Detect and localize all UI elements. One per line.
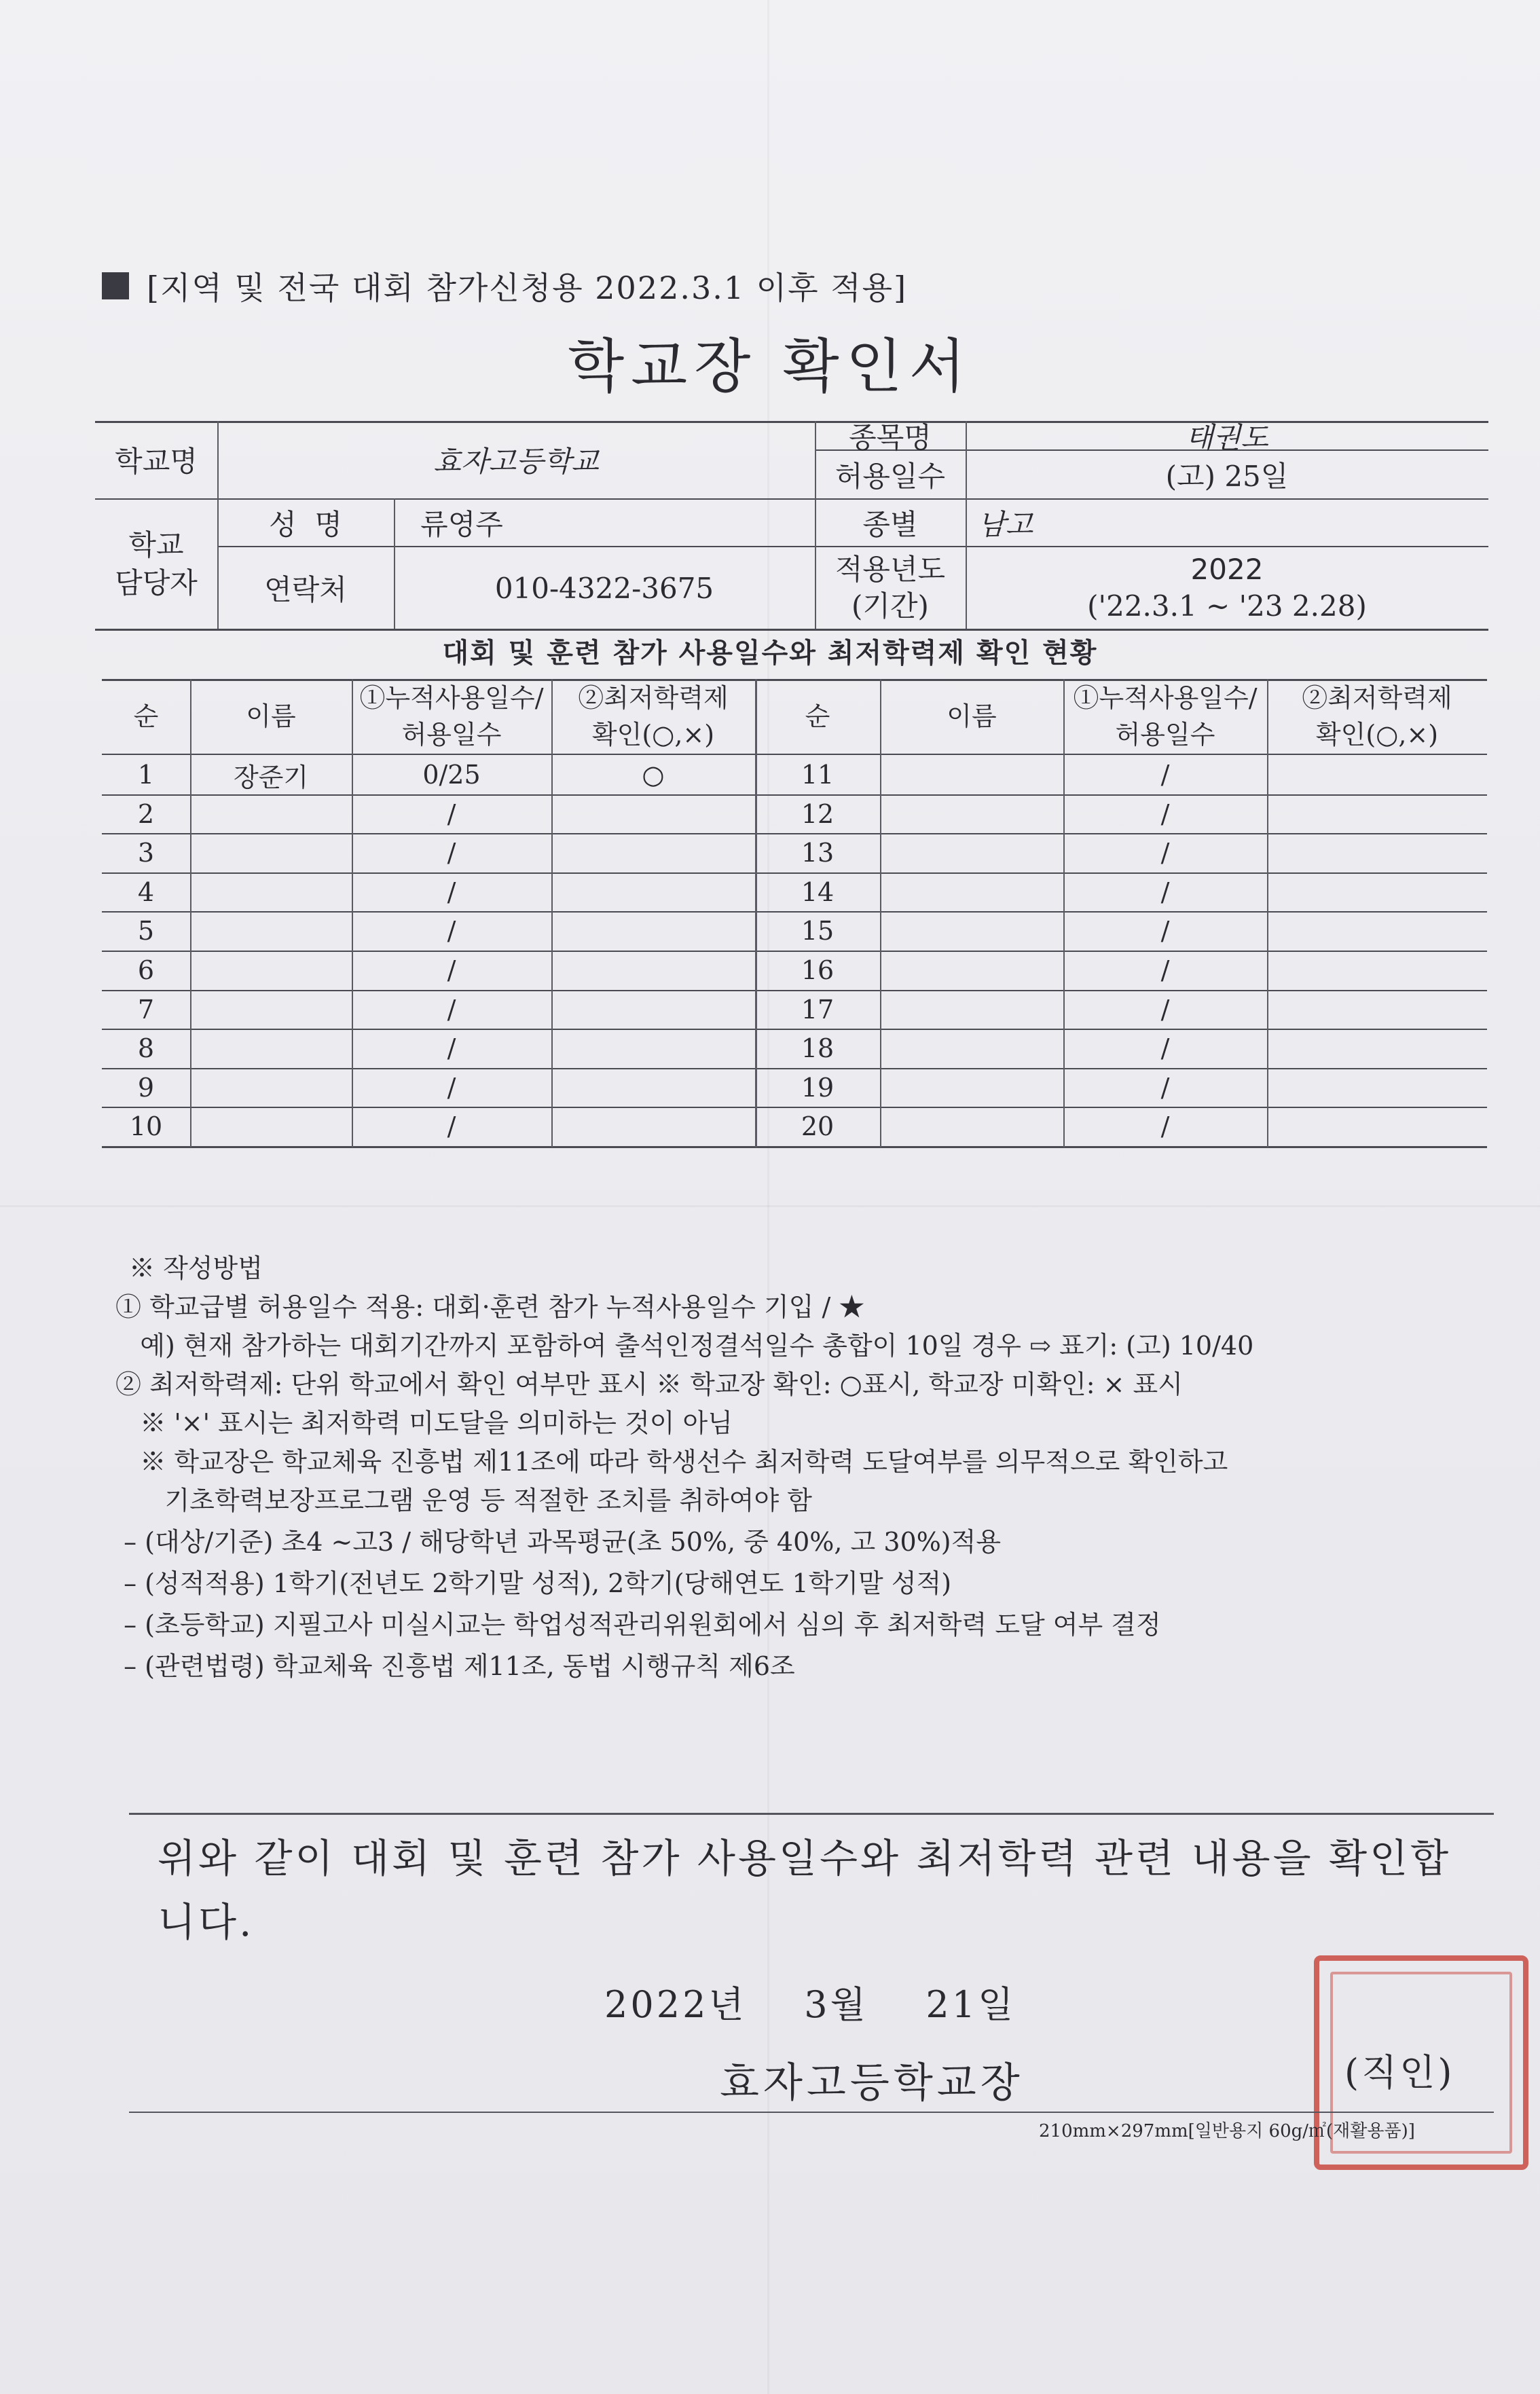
cell-name <box>880 951 1063 990</box>
note-line: – (관련법령) 학교체육 진흥법 제11조, 동법 시행규칙 제6조 <box>115 1651 795 1681</box>
document-header <box>102 263 907 308</box>
col-header-days <box>352 679 551 754</box>
cell-no: 17 <box>801 995 835 1025</box>
cell-days: / <box>1160 877 1170 907</box>
allowed-days-label: 허용일수 <box>835 460 946 493</box>
cell-name <box>190 1107 352 1146</box>
cell-no: 13 <box>801 838 835 868</box>
name-label: 성 명 <box>269 508 342 541</box>
cell-days: / <box>447 955 456 985</box>
signer: 효자고등학교장 <box>720 2059 1024 2107</box>
col-header-min-line2-right: 확인(○,×) <box>1315 720 1439 750</box>
cell-no: 7 <box>137 995 155 1025</box>
cell-days: / <box>1160 995 1170 1025</box>
cell-name <box>190 951 352 990</box>
cell-no: 15 <box>801 916 835 946</box>
cell-days: / <box>1160 1033 1170 1063</box>
manager-label-line2: 담당자 <box>115 566 198 600</box>
cell-no: 14 <box>801 877 835 907</box>
cell-days: / <box>447 916 456 946</box>
cell-no: 4 <box>137 877 155 907</box>
cell-check <box>551 1107 755 1146</box>
cell-days: / <box>1160 760 1170 790</box>
year-value <box>966 547 1488 629</box>
cell-days: / <box>447 838 456 868</box>
cell-check: ○ <box>642 760 665 790</box>
cell-check <box>1267 911 1487 951</box>
col-header-days-line1-right: ①누적사용일수/ <box>1073 683 1258 713</box>
cell-no: 16 <box>801 955 835 985</box>
cell-check <box>1267 1107 1487 1146</box>
cell-no: 11 <box>801 760 835 790</box>
cell-name <box>880 911 1063 951</box>
cell-name <box>190 872 352 912</box>
cell-name <box>880 833 1063 872</box>
section-title: 대회 및 훈련 참가 사용일수와 최저학력제 확인 현황 <box>442 638 1098 669</box>
note-line: ② 최저학력제: 단위 학교에서 확인 여부만 표시 ※ 학교장 확인: ○표시, 학교장 미확인: × 표시 <box>115 1369 1183 1399</box>
col-header-name: 이름 <box>246 701 296 731</box>
cell-days: / <box>447 1111 456 1141</box>
confirmation-line2: 니다. <box>158 1899 255 1945</box>
col-header-days-line2: 허용일수 <box>401 720 502 750</box>
name-value: 류영주 <box>420 508 503 541</box>
cell-name <box>190 794 352 834</box>
allowed-days-value: (고) 25일 <box>1165 460 1289 493</box>
note-line: 예) 현재 참가하는 대회기간까지 포함하여 출석인정결석일수 총합이 10일 경우 ⇨ 표기: (고) 10/40 <box>115 1331 1254 1361</box>
cell-name <box>190 990 352 1029</box>
writing-instructions <box>115 1249 1487 1686</box>
col-header-days-line1: ①누적사용일수/ <box>359 683 544 713</box>
header-prefix: [지역 및 전국 대회 참가신청용 2022.3.1 이후 적용] <box>147 270 908 306</box>
col-header-days-right <box>1063 679 1267 754</box>
cell-name: 장준기 <box>233 762 309 792</box>
cell-name <box>880 794 1063 834</box>
divider <box>129 1813 1494 1815</box>
cell-days: / <box>1160 955 1170 985</box>
cell-name <box>880 755 1063 794</box>
black-square-icon <box>102 272 129 299</box>
note-line: ※ 학교장은 학교체육 진흥법 제11조에 따라 학생선수 최저학력 도달여부를 의무적으로 확인하고 <box>115 1447 1228 1477</box>
paper-spec: 210mm×297mm[일반용지 60g/㎡(재활용품)] <box>1039 2121 1415 2141</box>
note-line: – (성적적용) 1학기(전년도 2학기말 성적), 2학기(당해연도 1학기말 성적) <box>115 1568 952 1598</box>
note-line: ※ 작성방법 <box>129 1253 263 1283</box>
cell-check <box>551 872 755 912</box>
note-line: – (초등학교) 지필고사 미실시교는 학업성적관리위원회에서 심의 후 최저학력 도달 여부 결정 <box>115 1610 1161 1640</box>
cell-check <box>1267 872 1487 912</box>
confirmation-line1: 위와 같이 대회 및 훈련 참가 사용일수와 최저학력 관련 내용을 확인합 <box>158 1835 1452 1881</box>
year-label-line2: (기간) <box>851 589 929 623</box>
cell-days: / <box>447 1073 456 1103</box>
col-header-min-line1-right: ②최저학력제 <box>1302 683 1452 713</box>
cell-days: / <box>1160 838 1170 868</box>
cell-days: / <box>1160 799 1170 829</box>
cell-no: 9 <box>137 1073 155 1103</box>
cell-name <box>880 1029 1063 1068</box>
cell-check <box>551 794 755 834</box>
cell-days: / <box>447 877 456 907</box>
fold-line <box>0 1205 1540 1207</box>
contact-label: 연락처 <box>264 573 347 606</box>
cell-name <box>880 872 1063 912</box>
note-line: ※ '×' 표시는 최저학력 미도달을 의미하는 것이 아님 <box>115 1408 733 1438</box>
seal-label: (직인) <box>1344 2051 1455 2094</box>
cell-days: / <box>1160 916 1170 946</box>
cell-days: / <box>447 1033 456 1063</box>
year-number: 2022 <box>1190 553 1264 586</box>
cell-check <box>1267 833 1487 872</box>
cell-check <box>1267 951 1487 990</box>
period-value: ('22.3.1 ~ '23 2.28) <box>1087 589 1367 623</box>
col-header-no-right: 순 <box>805 701 830 731</box>
note-line: – (대상/기준) 초4 ~고3 / 해당학년 과목평균(초 50%, 중 40%, 고 30%)적용 <box>115 1527 1002 1557</box>
cell-check <box>1267 1068 1487 1107</box>
col-header-min <box>551 679 755 754</box>
cell-name <box>190 1068 352 1107</box>
confirmation-text <box>158 1826 1488 1954</box>
cell-no: 12 <box>801 799 835 829</box>
col-header-no: 순 <box>133 701 159 731</box>
col-header-min-right <box>1267 679 1487 754</box>
note-line: 기초학력보장프로그램 운영 등 적절한 조치를 취하여야 함 <box>115 1486 812 1515</box>
cell-name <box>190 911 352 951</box>
cell-days: / <box>447 799 456 829</box>
cell-check <box>1267 990 1487 1029</box>
manager-label <box>95 500 217 629</box>
cell-no: 5 <box>137 916 155 946</box>
school-label: 학교명 <box>115 445 198 478</box>
cell-name <box>190 833 352 872</box>
cell-check <box>551 833 755 872</box>
cell-name <box>880 1068 1063 1107</box>
cell-check <box>551 951 755 990</box>
cell-no: 6 <box>137 955 155 985</box>
cell-no: 8 <box>137 1033 155 1063</box>
participation-table <box>102 679 1487 1147</box>
cell-check <box>1267 755 1487 794</box>
issue-date: 2022년 3월 21일 <box>604 1983 1016 2026</box>
cell-no: 19 <box>801 1073 835 1103</box>
cell-name <box>880 990 1063 1029</box>
sport-label: 종목명 <box>849 421 932 454</box>
document-title: 학교장 확인서 <box>568 333 972 401</box>
cell-no: 3 <box>137 838 155 868</box>
cell-days: / <box>1160 1111 1170 1141</box>
cell-no: 20 <box>801 1111 835 1141</box>
cell-check <box>551 1068 755 1107</box>
cell-no: 18 <box>801 1033 835 1063</box>
school-value: 효자고등학교 <box>433 445 599 478</box>
cell-check <box>551 911 755 951</box>
note-line: ① 학교급별 허용일수 적용: 대회·훈련 참가 누적사용일수 기입 / ★ <box>115 1292 865 1322</box>
col-header-min-line1: ②최저학력제 <box>578 683 729 713</box>
cell-no: 10 <box>129 1111 163 1141</box>
cell-days: / <box>447 995 456 1025</box>
col-header-days-line2-right: 허용일수 <box>1115 720 1215 750</box>
cell-days: 0/25 <box>422 760 481 790</box>
col-header-min-line2: 확인(○,×) <box>591 720 715 750</box>
cell-no: 1 <box>137 760 155 790</box>
gender-label: 종별 <box>862 508 918 541</box>
col-header-name-right: 이름 <box>947 701 997 731</box>
school-info-table <box>95 398 1488 629</box>
sport-value: 태권도 <box>1186 421 1268 454</box>
contact-value: 010-4322-3675 <box>494 571 714 605</box>
cell-days: / <box>1160 1073 1170 1103</box>
cell-check <box>551 990 755 1029</box>
cell-check <box>551 1029 755 1068</box>
cell-name <box>190 1029 352 1068</box>
gender-value: 남고 <box>978 508 1033 541</box>
bottom-divider <box>129 2112 1494 2113</box>
cell-name <box>880 1107 1063 1146</box>
year-label-line1: 적용년도 <box>835 553 946 586</box>
cell-no: 2 <box>137 799 155 829</box>
cell-check <box>1267 794 1487 834</box>
year-label <box>815 547 966 629</box>
manager-label-line1: 학교 <box>128 528 184 561</box>
cell-check <box>1267 1029 1487 1068</box>
